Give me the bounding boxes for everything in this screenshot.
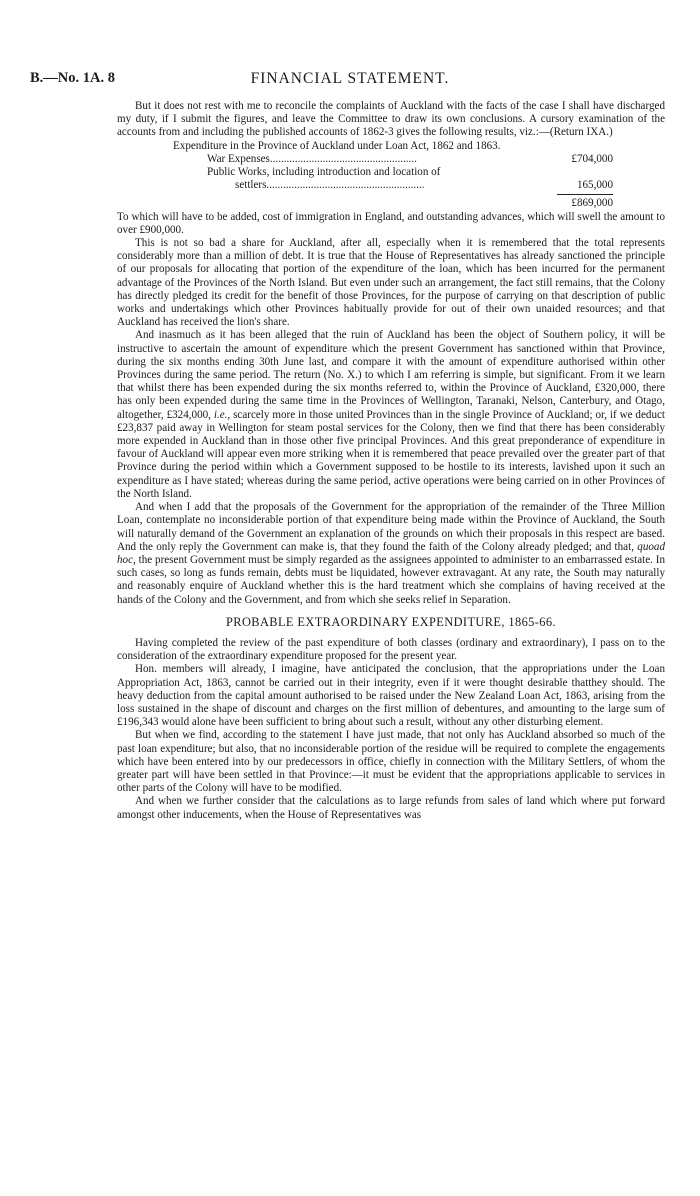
paragraph-2: This is not so bad a share for Auckland, after all, especially when it is remembered that the total represents considerably more than a million of debt. It is true that the House of Representatives has already sanctioned the principle of our proposals for allocating that portion of the expenditure of the loan, which has been incurred for the permanent advantage of the Provinces of the North Island. But even under such an arrangement, the fact still remains, that the Colony has directly pledged its credit for the benefit of those Provinces, for the purpose of carrying on that description of public works and undertakings which other Provinces habitually provide for out of their own unaided resources; and that Auckland has received the lion's share. <box>117 237 665 329</box>
public-works-amount: 165,000 <box>576 179 613 192</box>
expenditure-heading: Expenditure in the Province of Auckland under Loan Act, 1862 and 1863. <box>173 139 501 152</box>
paragraph-4 <box>117 501 665 607</box>
expenditure-total: £869,000 <box>557 194 613 210</box>
public-works-row <box>117 179 665 192</box>
paragraph-3 <box>117 329 665 501</box>
war-expenses-row <box>117 153 665 166</box>
paragraph-5: Having completed the review of the past expenditure of both classes (ordinary and extraordinary), I pass on to the consideration of the extraordinary expenditure proposed for the present year. <box>117 636 665 663</box>
paragraph-4-quoad-hoc: quoad hoc, <box>117 540 665 566</box>
section-heading: PROBABLE EXTRAORDINARY EXPENDITURE, 1865-66. <box>225 614 556 629</box>
paragraph-1: To which will have to be added, cost of immigration in England, and outstanding advances, which will swell the amount to over £900,000. <box>117 210 665 236</box>
public-works-label-2: settlers......................................................... <box>235 179 425 192</box>
war-expenses-label: War Expenses..................................................... <box>207 152 417 165</box>
paragraph-4-part-b: the present Government must be simply regarded as the assignees appointed to administer to an embarrassed estate. In such cases, so long as funds remain, debts must be liquidated, however extravagant. At any rate, the South may naturally and reasonably enquire of Auckland whether this is the hard treatment which she complains of having received at the hands of the Colony and the Government, and from which she seeks relief in Separation. <box>117 553 665 606</box>
paragraph-3-part-a: And inasmuch as it has been alleged that the ruin of Auckland has been the object of Southern policy, it will be instructive to ascertain the amount of expenditure which the present Government has sanctioned within that Province, during the six months ending 30th June last, and compare it with the amount of expenditure authorised within other Provinces during the same period. The return (No. X.) to which I am referring is simple, but significant. From it we learn that whilst there has been expended during the six months referred to, within the Province of Auckland, £320,000, there has only been expended during the same time in the Provinces of Wellington, Taranaki, Nelson, Canterbury, and Otago, altogether, £324,000, <box>117 329 665 421</box>
document-reference: B.—No. 1A. 8 <box>30 70 115 86</box>
paragraph-3-ie: i.e., <box>213 408 231 421</box>
public-works-label-1: Public Works, including introduction and location of <box>207 166 441 179</box>
paragraph-4-part-a: And when I add that the proposals of the Government for the appropriation of the remainder of the Three Million Loan, contemplate no inconsiderable portion of that expenditure being made within the Province of Auckland, the South will naturally demand of the Government an explanation of the grounds on which their proposals in this respect are based. And the only reply the Government can make is, that they found the faith of the Colony already pledged; and that, <box>117 501 665 553</box>
expenditure-total-row <box>117 194 665 210</box>
expenditure-table <box>117 140 665 211</box>
document-body <box>117 100 665 822</box>
paragraph-8: And when we further consider that the calculations as to large refunds from sales of land which where put forward amongst other inducements, when the House of Representatives was <box>117 795 665 821</box>
paragraph-3-part-b: scarcely more in those united Provinces than in the single Province of Auckland; or, if we deduct £23,837 paid away in Wellington for steam postal services for the Colony, then we find that there has been considerably more expended in Auckland than in those other five principal Provinces. And this great preponderance of expenditure in favour of Auckland will appear even more striking when it is remembered that peace prevailed over the greater part of that Province during the period within which a Government supposed to be hostile to its interests, lavished upon it such an expenditure as I have stated; whereas during the same period, active operations were being carried on in other Provinces of the North Island. <box>117 408 665 500</box>
page-title: FINANCIAL STATEMENT. <box>250 70 450 87</box>
war-expenses-amount: £704,000 <box>571 152 613 165</box>
paragraph-7: But when we find, according to the statement I have just made, that not only has Auckland absorbed so much of the past loan expenditure; but also, that no inconsiderable portion of the residue will be required to complete the engagements which have been entered into by our predecessors in office, chiefly in connection with the Military Settlers, of whom the greater part will have been settled in that Province:—it must be evident that the appropriations applicable to services in other parts of the Colony will have to be modified. <box>117 729 665 795</box>
page-header <box>0 70 700 90</box>
paragraph-6: Hon. members will already, I imagine, have anticipated the conclusion, that the appropriations under the Loan Appropriation Act, 1863, cannot be carried out in their integrity, even if it were thought desirable thatthey should. The heavy deduction from the capital amount authorised to be raised under the New Zealand Loan Act, 1863, arising from the loss sustained in the shape of discount and charges on the first million of debentures, and amounting to the large sum of £196,343 would alone have been sufficient to bring about such a result, without any other disturbing element. <box>117 663 665 729</box>
paragraph-intro: But it does not rest with me to reconcile the complaints of Auckland with the facts of the case I shall have discharged my duty, if I submit the figures, and leave the Committee to draw its own conclusions. A cursory examination of the accounts from and including the published accounts of 1862-3 gives the following results, viz.:—(Return IXA.) <box>117 100 665 139</box>
